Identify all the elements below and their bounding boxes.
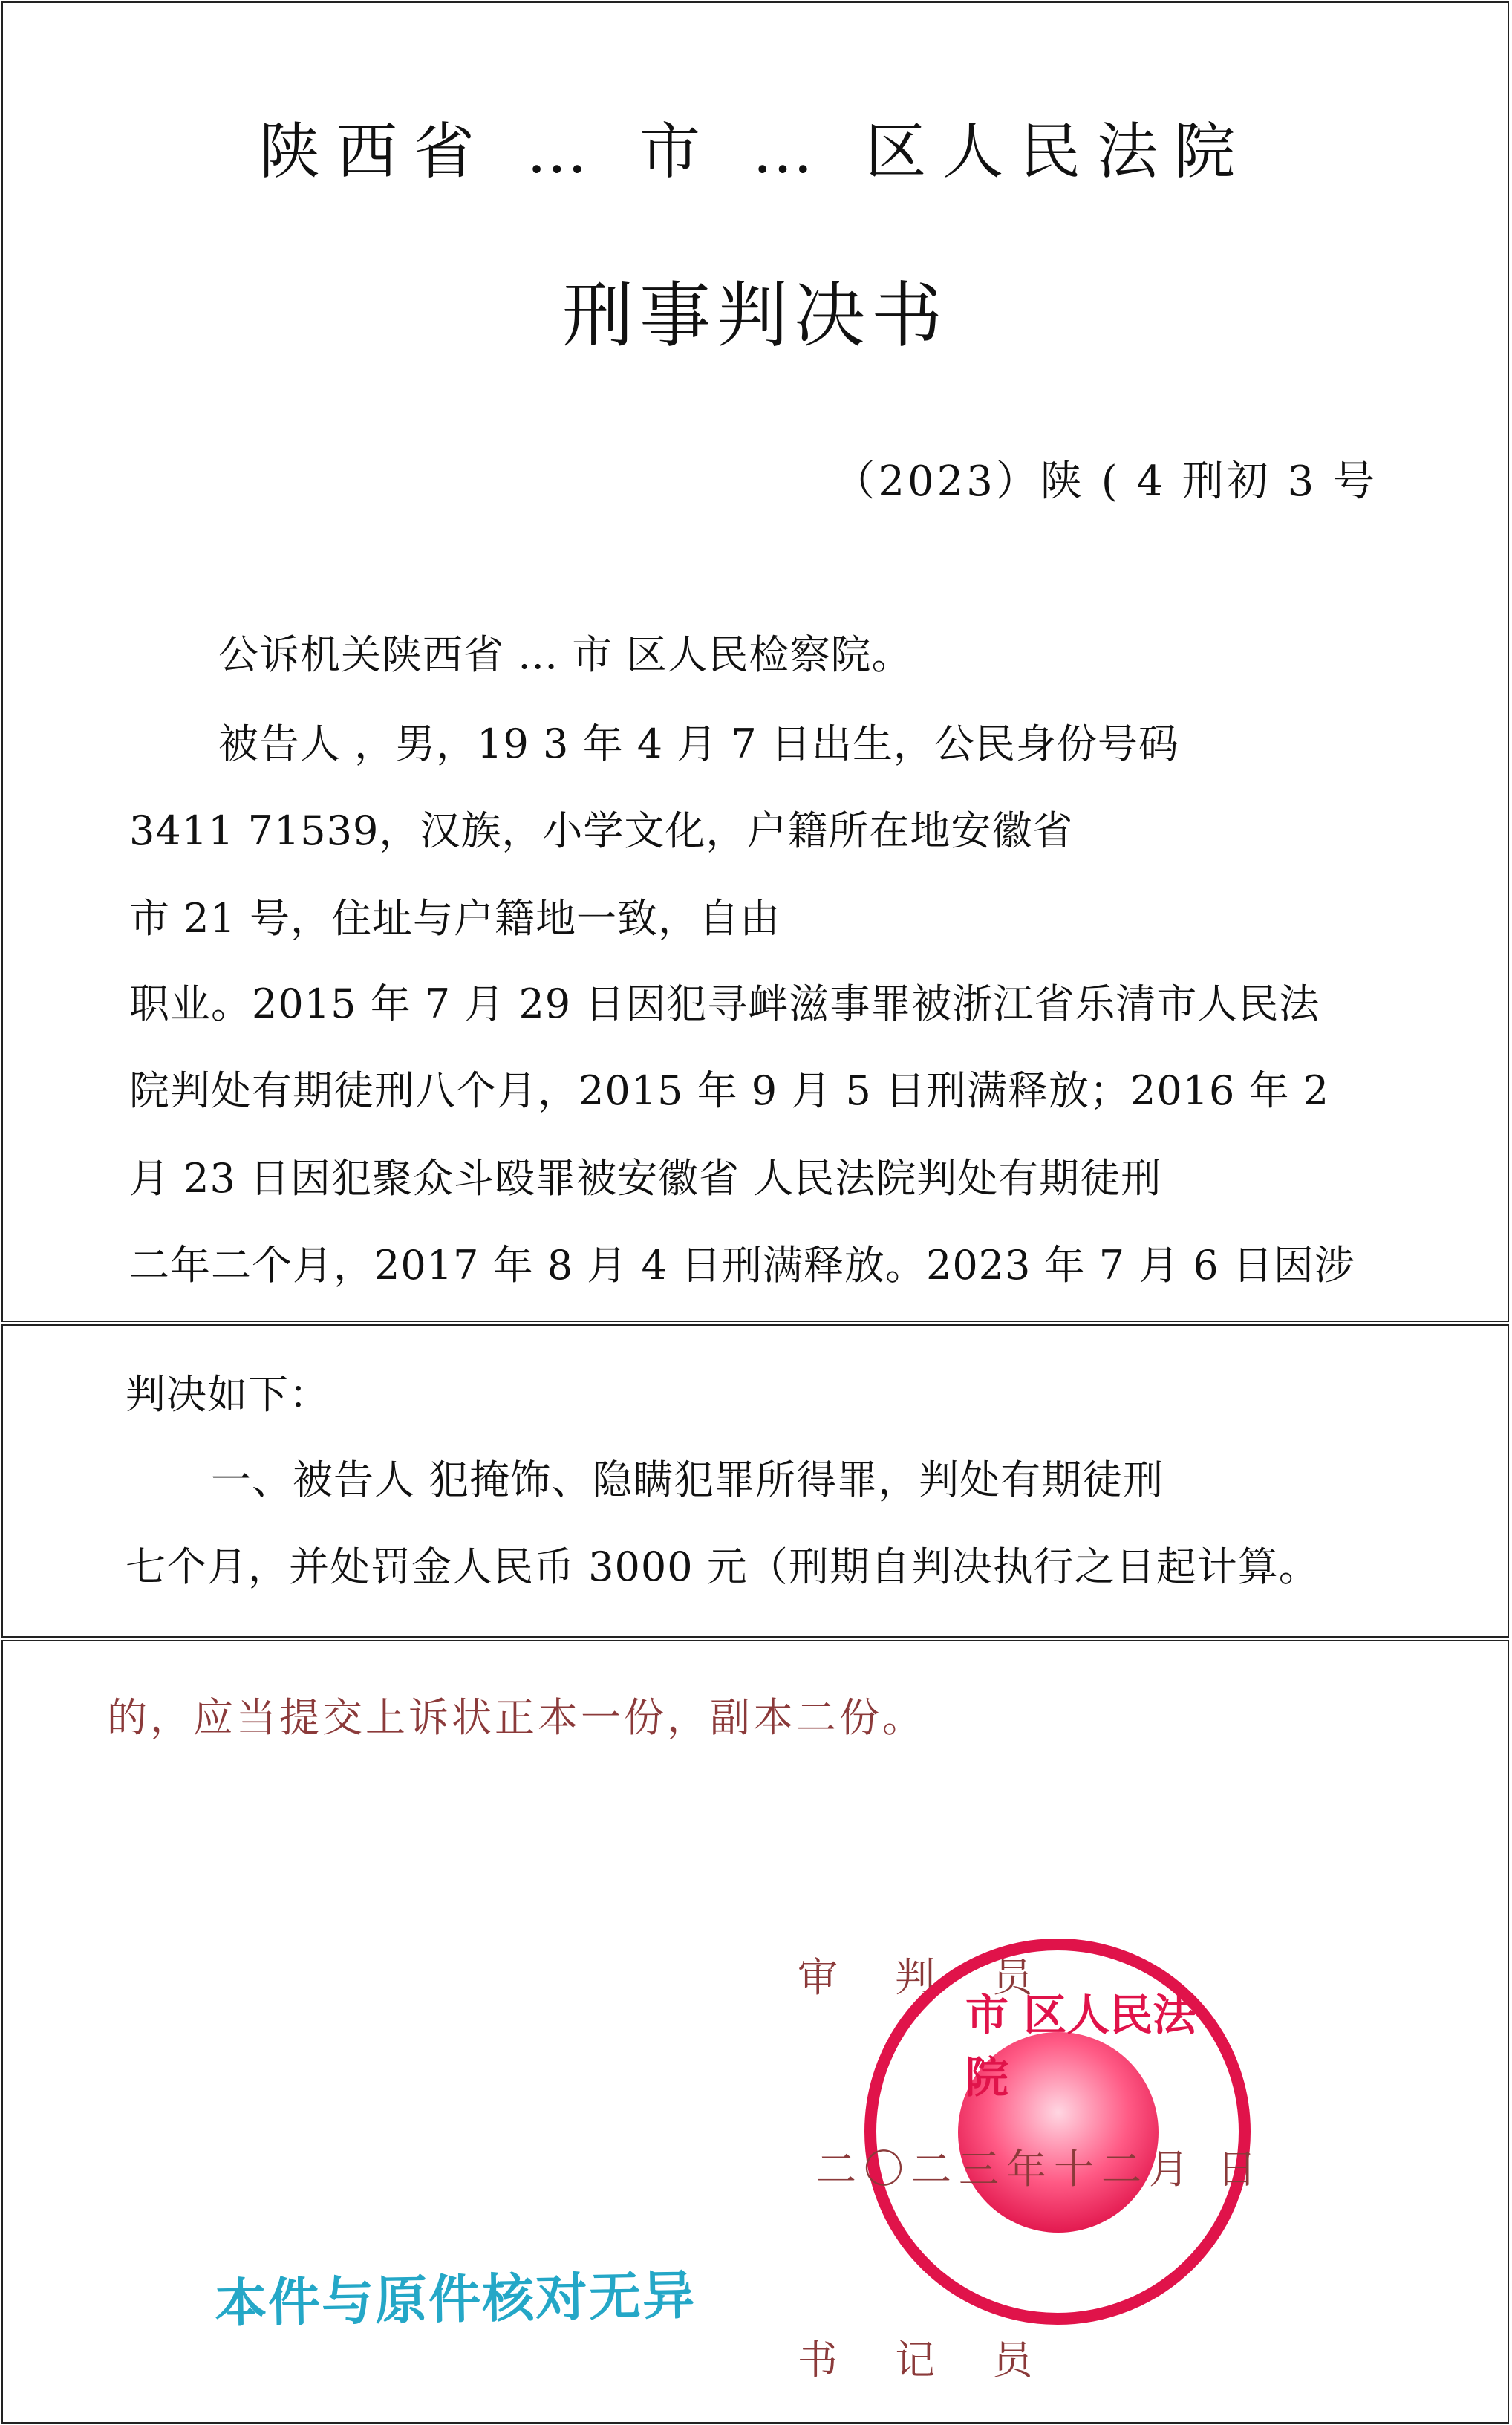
defendant-line-7: 二年二个月，2017 年 8 月 4 日刑满释放。2023 年 7 月 6 日因涉 xyxy=(129,1242,1355,1289)
defendant-line-6: 月 23 日因犯聚众斗殴罪被安徽省 人民法院判处有期徒刑 xyxy=(129,1155,1162,1202)
defendant-line-4: 职业。2015 年 7 月 29 日因犯寻衅滋事罪被浙江省乐清市人民法 xyxy=(129,980,1320,1027)
verdict-line-1: 一、被告人 犯掩饰、隐瞒犯罪所得罪，判处有期徒刑 xyxy=(211,1456,1164,1503)
copy-verification-stamp: 本件与原件核对无异 xyxy=(214,2265,697,2334)
prosecutor-line: 公诉机关陕西省 … 市 区人民检察院。 xyxy=(218,631,913,678)
court-seal xyxy=(864,1939,1251,2325)
defendant-line-2: 3411 71539，汉族，小学文化，户籍所在地安徽省 xyxy=(129,807,1074,854)
judge-label: 审 判 员 xyxy=(798,1954,1055,2001)
date-line: 二〇二三年十二月 日 xyxy=(816,2146,1265,2193)
verdict-line-2: 七个月，并处罚金人民币 3000 元（刑期自判决执行之日起计算。 xyxy=(126,1543,1320,1590)
case-number: （2023）陕 ( 4 刑初 3 号 xyxy=(833,458,1378,506)
defendant-line-1: 被告人 ，男，19 3 年 4 月 7 日出生，公民身份号码 xyxy=(218,720,1179,767)
defendant-line-3: 市 21 号，住址与户籍地一致，自由 xyxy=(129,895,781,942)
seal-text: 市 区人民法院 xyxy=(965,1990,1196,2103)
judgment-page-3 xyxy=(1,1640,1509,2424)
defendant-line-5: 院判处有期徒刑八个月，2015 年 9 月 5 日刑满释放；2016 年 2 xyxy=(129,1067,1330,1114)
document-title: 刑事判决书 xyxy=(562,274,948,357)
judgment-page-2 xyxy=(1,1324,1509,1638)
clerk-label: 书 记 员 xyxy=(798,2337,1055,2383)
judgment-page-1 xyxy=(1,1,1509,1322)
verdict-heading: 判决如下： xyxy=(126,1371,330,1418)
court-title: 陕西省 … 市 … 区人民法院 xyxy=(258,117,1252,187)
appeal-line: 的，应当提交上诉状正本一份，副本二份。 xyxy=(107,1694,925,1741)
